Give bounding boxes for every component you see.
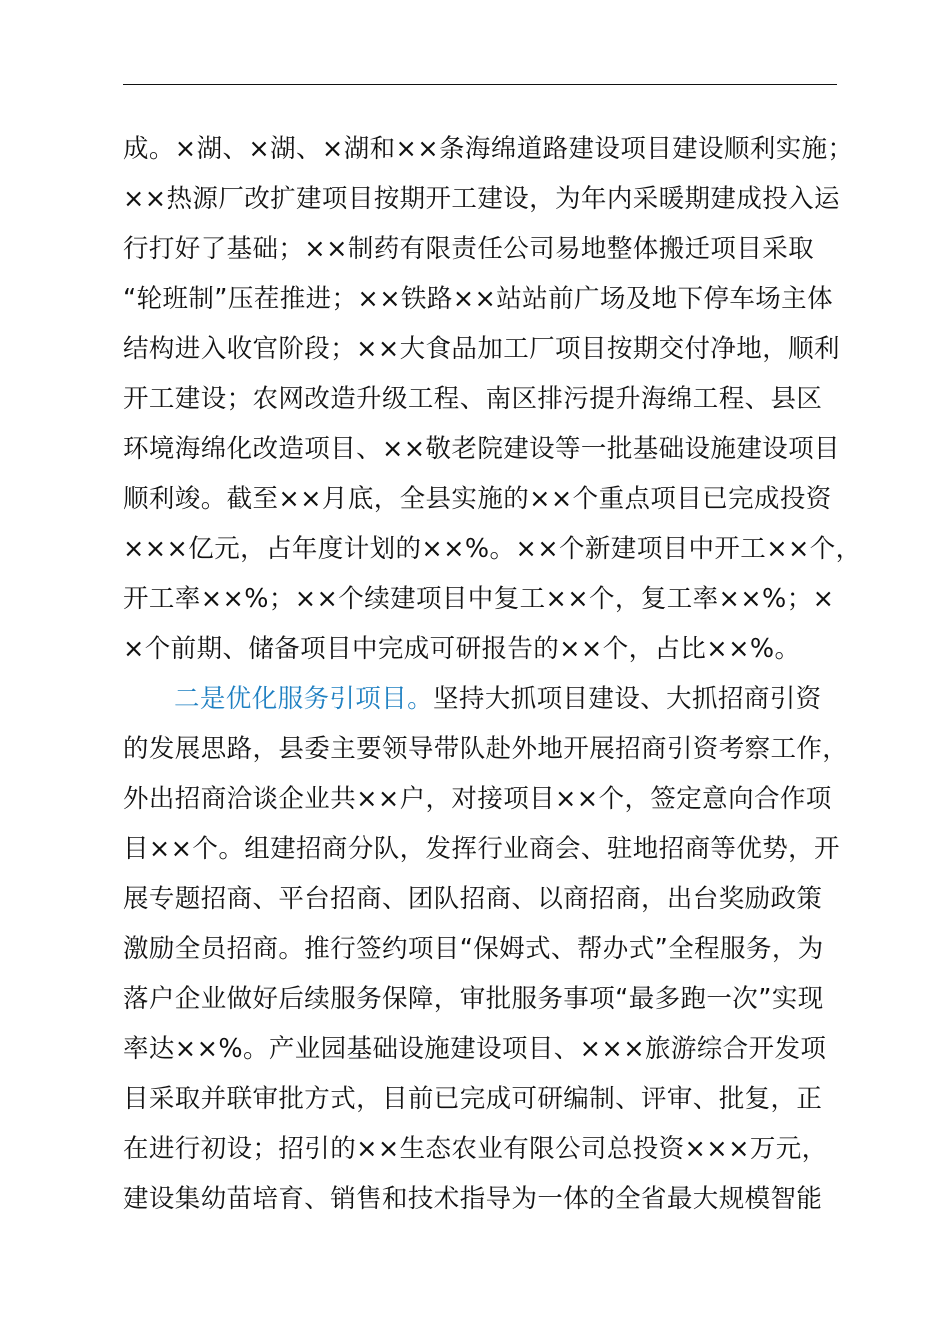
paragraph-line: 行打好了基础；××制药有限责任公司易地整体搬迁项目采取 (123, 234, 815, 264)
header-rule (123, 84, 837, 85)
paragraph-line: ××热源厂改扩建项目按期开工建设，为年内采暖期建成投入运 (123, 184, 840, 214)
paragraph-line: 在进行初设；招引的××生态农业有限公司总投资×××万元， (123, 1134, 828, 1164)
paragraph-line: 外出招商洽谈企业共××户，对接项目××个，签定意向合作项 (123, 784, 832, 814)
section-lead: 二是优化服务引项目。 (174, 684, 434, 714)
paragraph-line: 目××个。组建招商分队，发挥行业商会、驻地招商等优势，开 (123, 834, 840, 864)
body-text (123, 124, 873, 1224)
paragraph-line: ×个前期、储备项目中完成可研报告的××个，占比××%。 (123, 634, 801, 664)
paragraph-line: 展专题招商、平台招商、团队招商、以商招商，出台奖励政策 (123, 884, 823, 914)
paragraph-line: 率达××%。产业园基础设施建设项目、×××旅游综合开发项 (123, 1034, 827, 1064)
paragraph-line: 的发展思路，县委主要领导带队赴外地开展招商引资考察工作， (123, 734, 849, 764)
section-heading-line (123, 674, 873, 724)
paragraph-line: 开工率××%；××个续建项目中复工××个，复工率××%；× (123, 584, 835, 614)
paragraph-line: 成。×湖、×湖、×湖和××条海绵道路建设项目建设顺利实施； (123, 134, 854, 164)
paragraph-line: 环境海绵化改造项目、××敬老院建设等一批基础设施建设项目 (123, 434, 840, 464)
paragraph-line: 落户企业做好后续服务保障，审批服务事项“最多跑一次”实现 (123, 984, 824, 1014)
paragraph-line: 建设集幼苗培育、销售和技术指导为一体的全省最大规模智能 (123, 1184, 823, 1214)
section-first-line-text: 坚持大抓项目建设、大抓招商引资 (433, 684, 822, 714)
paragraph-line: “轮班制”压茬推进；××铁路××站站前广场及地下停车场主体 (123, 284, 833, 314)
paragraph-line: 结构进入收官阶段；××大食品加工厂项目按期交付净地，顺利 (123, 334, 840, 364)
paragraph-line: 目采取并联审批方式，目前已完成可研编制、评审、批复，正 (123, 1084, 823, 1114)
paragraph-line: 激励全员招商。推行签约项目“保姆式、帮办式”全程服务，为 (123, 934, 824, 964)
paragraph-line: 顺利竣。截至××月底，全县实施的××个重点项目已完成投资 (123, 484, 832, 514)
paragraph-line: ×××亿元，占年度计划的××%。××个新建项目中开工××个， (123, 534, 862, 564)
paragraph-line: 开工建设；农网改造升级工程、南区排污提升海绵工程、县区 (123, 384, 823, 414)
